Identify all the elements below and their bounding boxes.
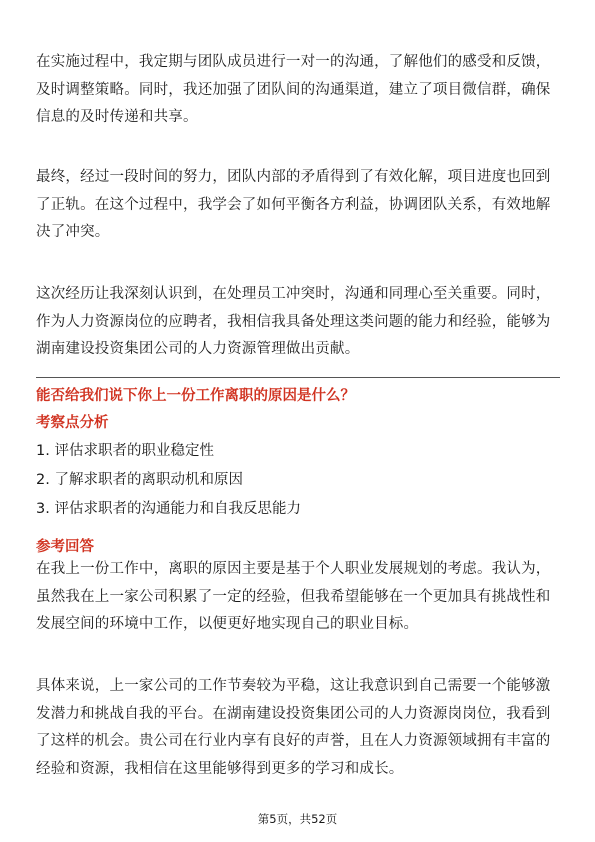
paragraph-implementation: 在实施过程中，我定期与团队成员进行一对一的沟通，了解他们的感受和反馈，及时调整策略。同时，我还加强了团队间的沟通渠道，建立了项目微信群，确保信息的及时传递和共享。 (36, 54, 551, 125)
section-divider (36, 377, 560, 378)
reference-answer-paragraph: 具体来说，上一家公司的工作节奏较为平稳，这让我意识到自己需要一个能够激发潜力和挑战自我的平台。在湖南建设投资集团公司的人力资源岗岗位，我看到了这样的机会。贵公司在行业内享有良好的声誉，且在人力资源领域拥有丰富的经验和资源，我相信在这里能够得到更多的学习和成长。 (36, 678, 551, 777)
analysis-item: 1. 评估求职者的职业稳定性 (36, 443, 214, 459)
page-number-footer: 第5页，共52页 (257, 812, 338, 826)
interview-question: 能否给我们说下你上一份工作离职的原因是什么？ (36, 388, 355, 404)
reference-answer-title: 参考回答 (36, 539, 94, 555)
paragraph-reflection: 这次经历让我深刻认识到，在处理员工冲突时，沟通和同理心至关重要。同时，作为人力资源岗位的应聘者，我相信我具备处理这类问题的能力和经验，能够为湖南建设投资集团公司的人力资源管理做出贡献。 (36, 286, 551, 357)
reference-answer-paragraph: 在我上一份工作中，离职的原因主要是基于个人职业发展规划的考虑。我认为，虽然我在上一家公司积累了一定的经验，但我希望能够在一个更加具有挑战性和发展空间的环境中工作，以便更好地实现自己的职业目标。 (36, 561, 551, 632)
analysis-item: 3. 评估求职者的沟通能力和自我反思能力 (36, 501, 301, 517)
paragraph-outcome: 最终，经过一段时间的努力，团队内部的矛盾得到了有效化解，项目进度也回到了正轨。在这个过程中，我学会了如何平衡各方利益，协调团队关系，有效地解决了冲突。 (36, 169, 551, 240)
analysis-title: 考察点分析 (36, 415, 109, 431)
analysis-item: 2. 了解求职者的离职动机和原因 (36, 472, 243, 488)
